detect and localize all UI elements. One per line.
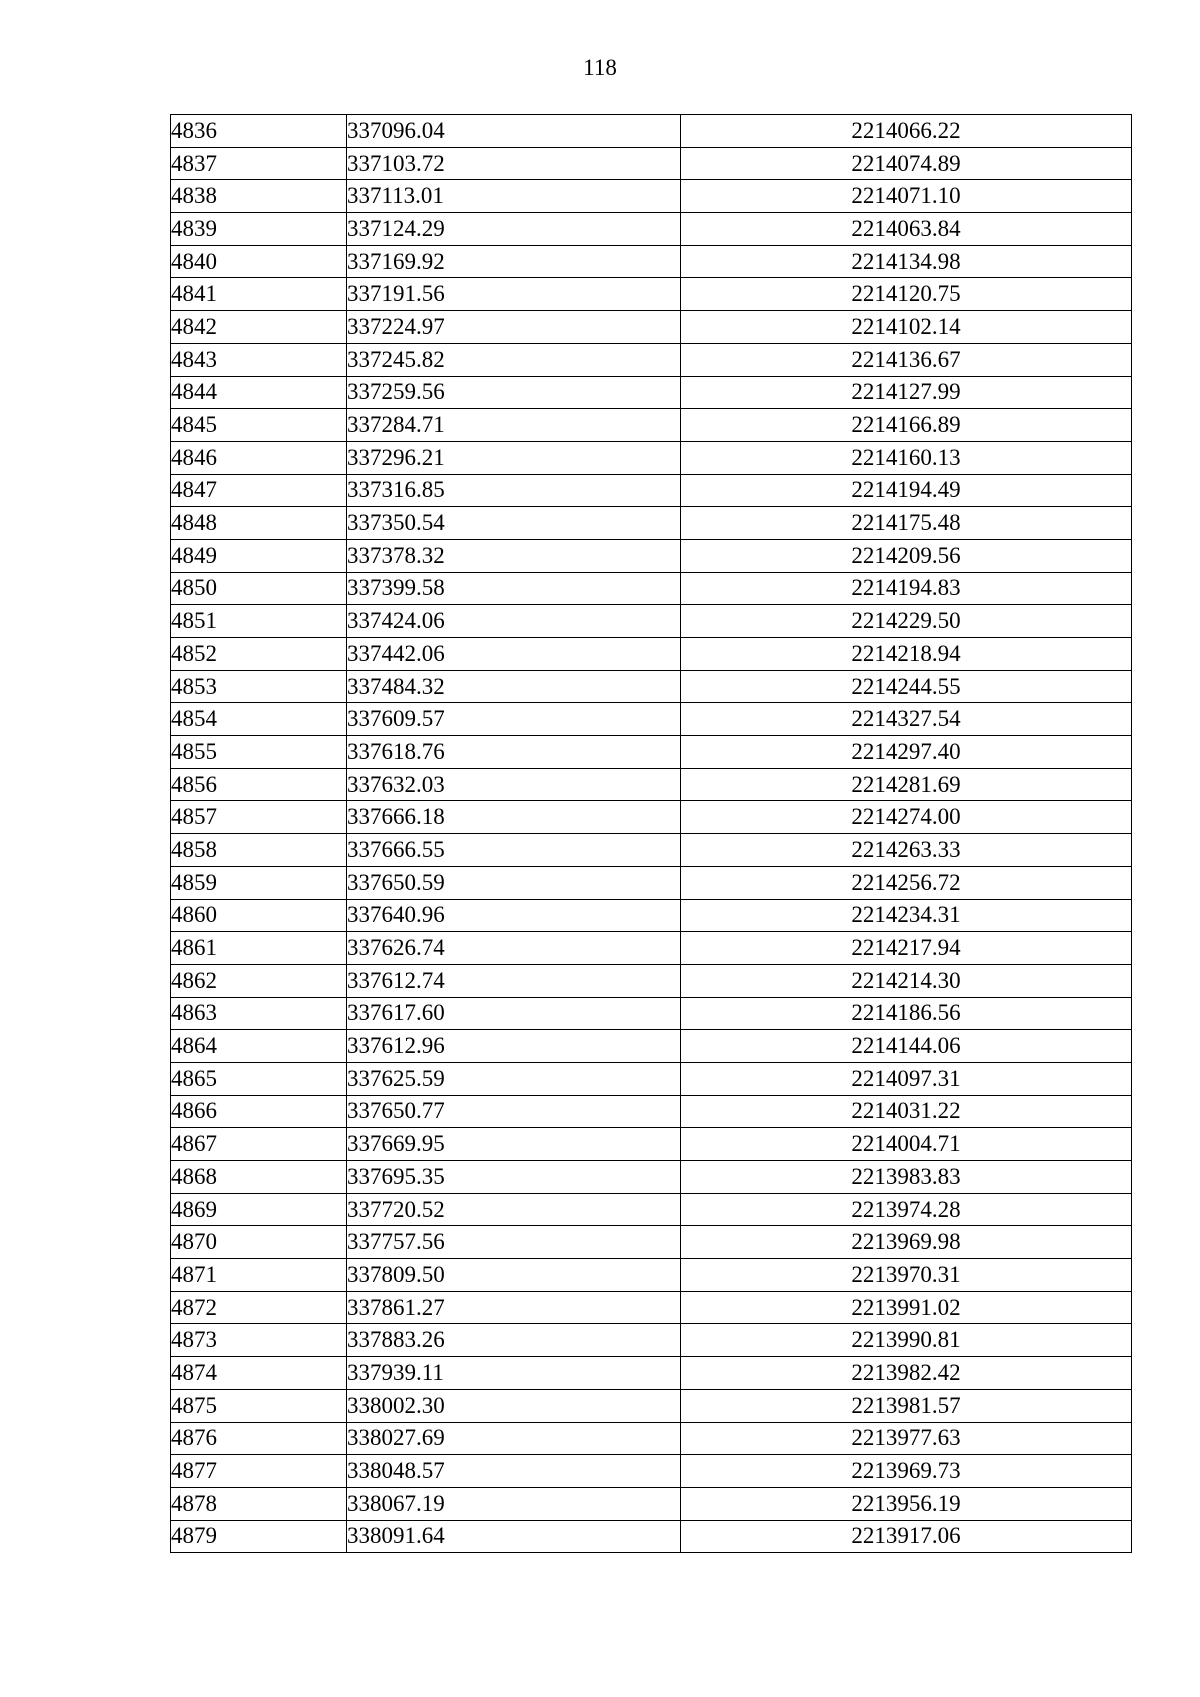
table-row xyxy=(171,409,1132,442)
table-row xyxy=(171,474,1132,507)
point-number-cell: 4859 xyxy=(171,866,347,899)
y-coordinate-cell: 2214234.31 xyxy=(681,899,1132,932)
y-coordinate-cell: 2213970.31 xyxy=(681,1259,1132,1292)
point-number-cell: 4862 xyxy=(171,964,347,997)
x-coordinate-cell: 337632.03 xyxy=(347,768,681,801)
y-coordinate-cell: 2213983.83 xyxy=(681,1161,1132,1194)
point-number-cell: 4850 xyxy=(171,572,347,605)
table-row xyxy=(171,866,1132,899)
point-number-cell: 4846 xyxy=(171,441,347,474)
y-coordinate-cell: 2214004.71 xyxy=(681,1128,1132,1161)
x-coordinate-cell: 337669.95 xyxy=(347,1128,681,1161)
y-coordinate-cell: 2214063.84 xyxy=(681,213,1132,246)
table-row xyxy=(171,1357,1132,1390)
point-number-cell: 4838 xyxy=(171,180,347,213)
x-coordinate-cell: 337809.50 xyxy=(347,1259,681,1292)
y-coordinate-cell: 2214244.55 xyxy=(681,670,1132,703)
x-coordinate-cell: 337316.85 xyxy=(347,474,681,507)
table-row xyxy=(171,1062,1132,1095)
table-row xyxy=(171,572,1132,605)
y-coordinate-cell: 2214175.48 xyxy=(681,507,1132,540)
x-coordinate-cell: 337484.32 xyxy=(347,670,681,703)
point-number-cell: 4871 xyxy=(171,1259,347,1292)
y-coordinate-cell: 2214166.89 xyxy=(681,409,1132,442)
x-coordinate-cell: 338027.69 xyxy=(347,1422,681,1455)
table-row xyxy=(171,147,1132,180)
x-coordinate-cell: 337618.76 xyxy=(347,736,681,769)
page-number: 118 xyxy=(583,55,617,80)
x-coordinate-cell: 337617.60 xyxy=(347,997,681,1030)
x-coordinate-cell: 337442.06 xyxy=(347,638,681,671)
x-coordinate-cell: 337666.55 xyxy=(347,834,681,867)
table-row xyxy=(171,539,1132,572)
point-number-cell: 4851 xyxy=(171,605,347,638)
y-coordinate-cell: 2213969.98 xyxy=(681,1226,1132,1259)
x-coordinate-cell: 337650.77 xyxy=(347,1095,681,1128)
y-coordinate-cell: 2214074.89 xyxy=(681,147,1132,180)
x-coordinate-cell: 337720.52 xyxy=(347,1193,681,1226)
table-row xyxy=(171,1095,1132,1128)
point-number-cell: 4857 xyxy=(171,801,347,834)
table-row xyxy=(171,964,1132,997)
x-coordinate-cell: 337296.21 xyxy=(347,441,681,474)
table-row xyxy=(171,1324,1132,1357)
y-coordinate-cell: 2214160.13 xyxy=(681,441,1132,474)
point-number-cell: 4868 xyxy=(171,1161,347,1194)
table-row xyxy=(171,1487,1132,1520)
x-coordinate-cell: 337939.11 xyxy=(347,1357,681,1390)
coordinates-table-body xyxy=(171,115,1132,1553)
x-coordinate-cell: 337103.72 xyxy=(347,147,681,180)
point-number-cell: 4870 xyxy=(171,1226,347,1259)
table-row xyxy=(171,180,1132,213)
y-coordinate-cell: 2214102.14 xyxy=(681,311,1132,344)
table-row xyxy=(171,245,1132,278)
point-number-cell: 4874 xyxy=(171,1357,347,1390)
y-coordinate-cell: 2214127.99 xyxy=(681,376,1132,409)
point-number-cell: 4839 xyxy=(171,213,347,246)
x-coordinate-cell: 337883.26 xyxy=(347,1324,681,1357)
table-row xyxy=(171,1520,1132,1553)
table-row xyxy=(171,343,1132,376)
point-number-cell: 4836 xyxy=(171,115,347,148)
table-row xyxy=(171,768,1132,801)
point-number-cell: 4872 xyxy=(171,1291,347,1324)
x-coordinate-cell: 337284.71 xyxy=(347,409,681,442)
table-row xyxy=(171,1259,1132,1292)
point-number-cell: 4863 xyxy=(171,997,347,1030)
y-coordinate-cell: 2214229.50 xyxy=(681,605,1132,638)
point-number-cell: 4867 xyxy=(171,1128,347,1161)
point-number-cell: 4844 xyxy=(171,376,347,409)
y-coordinate-cell: 2214214.30 xyxy=(681,964,1132,997)
x-coordinate-cell: 337650.59 xyxy=(347,866,681,899)
x-coordinate-cell: 337113.01 xyxy=(347,180,681,213)
point-number-cell: 4864 xyxy=(171,1030,347,1063)
table-row xyxy=(171,1128,1132,1161)
x-coordinate-cell: 337245.82 xyxy=(347,343,681,376)
point-number-cell: 4865 xyxy=(171,1062,347,1095)
table-row xyxy=(171,1193,1132,1226)
y-coordinate-cell: 2214097.31 xyxy=(681,1062,1132,1095)
y-coordinate-cell: 2214327.54 xyxy=(681,703,1132,736)
table-row xyxy=(171,1226,1132,1259)
y-coordinate-cell: 2213956.19 xyxy=(681,1487,1132,1520)
x-coordinate-cell: 338091.64 xyxy=(347,1520,681,1553)
x-coordinate-cell: 337861.27 xyxy=(347,1291,681,1324)
y-coordinate-cell: 2213917.06 xyxy=(681,1520,1132,1553)
point-number-cell: 4873 xyxy=(171,1324,347,1357)
point-number-cell: 4854 xyxy=(171,703,347,736)
table-row xyxy=(171,213,1132,246)
x-coordinate-cell: 337609.57 xyxy=(347,703,681,736)
y-coordinate-cell: 2214144.06 xyxy=(681,1030,1132,1063)
table-row xyxy=(171,507,1132,540)
y-coordinate-cell: 2214274.00 xyxy=(681,801,1132,834)
table-row xyxy=(171,670,1132,703)
y-coordinate-cell: 2214120.75 xyxy=(681,278,1132,311)
point-number-cell: 4847 xyxy=(171,474,347,507)
point-number-cell: 4849 xyxy=(171,539,347,572)
table-row xyxy=(171,899,1132,932)
x-coordinate-cell: 337399.58 xyxy=(347,572,681,605)
x-coordinate-cell: 337191.56 xyxy=(347,278,681,311)
point-number-cell: 4837 xyxy=(171,147,347,180)
table-row xyxy=(171,1422,1132,1455)
x-coordinate-cell: 337612.96 xyxy=(347,1030,681,1063)
point-number-cell: 4842 xyxy=(171,311,347,344)
y-coordinate-cell: 2213981.57 xyxy=(681,1389,1132,1422)
x-coordinate-cell: 337625.59 xyxy=(347,1062,681,1095)
x-coordinate-cell: 337350.54 xyxy=(347,507,681,540)
x-coordinate-cell: 338067.19 xyxy=(347,1487,681,1520)
point-number-cell: 4861 xyxy=(171,932,347,965)
point-number-cell: 4841 xyxy=(171,278,347,311)
point-number-cell: 4856 xyxy=(171,768,347,801)
y-coordinate-cell: 2213977.63 xyxy=(681,1422,1132,1455)
table-row xyxy=(171,1030,1132,1063)
table-row xyxy=(171,1455,1132,1488)
point-number-cell: 4877 xyxy=(171,1455,347,1488)
point-number-cell: 4840 xyxy=(171,245,347,278)
point-number-cell: 4876 xyxy=(171,1422,347,1455)
table-row xyxy=(171,736,1132,769)
x-coordinate-cell: 337096.04 xyxy=(347,115,681,148)
y-coordinate-cell: 2213982.42 xyxy=(681,1357,1132,1390)
table-row xyxy=(171,1291,1132,1324)
x-coordinate-cell: 337224.97 xyxy=(347,311,681,344)
point-number-cell: 4845 xyxy=(171,409,347,442)
table-row xyxy=(171,605,1132,638)
x-coordinate-cell: 337259.56 xyxy=(347,376,681,409)
x-coordinate-cell: 337612.74 xyxy=(347,964,681,997)
y-coordinate-cell: 2214217.94 xyxy=(681,932,1132,965)
y-coordinate-cell: 2214136.67 xyxy=(681,343,1132,376)
x-coordinate-cell: 338048.57 xyxy=(347,1455,681,1488)
y-coordinate-cell: 2213990.81 xyxy=(681,1324,1132,1357)
y-coordinate-cell: 2213991.02 xyxy=(681,1291,1132,1324)
table-row xyxy=(171,1389,1132,1422)
y-coordinate-cell: 2214134.98 xyxy=(681,245,1132,278)
y-coordinate-cell: 2214256.72 xyxy=(681,866,1132,899)
table-row xyxy=(171,638,1132,671)
y-coordinate-cell: 2214066.22 xyxy=(681,115,1132,148)
table-row xyxy=(171,834,1132,867)
y-coordinate-cell: 2214281.69 xyxy=(681,768,1132,801)
x-coordinate-cell: 338002.30 xyxy=(347,1389,681,1422)
y-coordinate-cell: 2214194.83 xyxy=(681,572,1132,605)
x-coordinate-cell: 337378.32 xyxy=(347,539,681,572)
table-row xyxy=(171,376,1132,409)
x-coordinate-cell: 337640.96 xyxy=(347,899,681,932)
table-row xyxy=(171,997,1132,1030)
table-row xyxy=(171,703,1132,736)
table-row xyxy=(171,311,1132,344)
y-coordinate-cell: 2213969.73 xyxy=(681,1455,1132,1488)
point-number-cell: 4852 xyxy=(171,638,347,671)
y-coordinate-cell: 2214209.56 xyxy=(681,539,1132,572)
point-number-cell: 4843 xyxy=(171,343,347,376)
point-number-cell: 4879 xyxy=(171,1520,347,1553)
point-number-cell: 4848 xyxy=(171,507,347,540)
coordinates-table xyxy=(170,114,1132,1553)
x-coordinate-cell: 337757.56 xyxy=(347,1226,681,1259)
x-coordinate-cell: 337169.92 xyxy=(347,245,681,278)
point-number-cell: 4866 xyxy=(171,1095,347,1128)
table-row xyxy=(171,115,1132,148)
table-row xyxy=(171,1161,1132,1194)
y-coordinate-cell: 2214186.56 xyxy=(681,997,1132,1030)
point-number-cell: 4878 xyxy=(171,1487,347,1520)
point-number-cell: 4853 xyxy=(171,670,347,703)
point-number-cell: 4875 xyxy=(171,1389,347,1422)
y-coordinate-cell: 2214194.49 xyxy=(681,474,1132,507)
y-coordinate-cell: 2214297.40 xyxy=(681,736,1132,769)
x-coordinate-cell: 337124.29 xyxy=(347,213,681,246)
table-row xyxy=(171,278,1132,311)
x-coordinate-cell: 337626.74 xyxy=(347,932,681,965)
y-coordinate-cell: 2214031.22 xyxy=(681,1095,1132,1128)
x-coordinate-cell: 337666.18 xyxy=(347,801,681,834)
y-coordinate-cell: 2214218.94 xyxy=(681,638,1132,671)
y-coordinate-cell: 2214071.10 xyxy=(681,180,1132,213)
x-coordinate-cell: 337695.35 xyxy=(347,1161,681,1194)
point-number-cell: 4860 xyxy=(171,899,347,932)
point-number-cell: 4855 xyxy=(171,736,347,769)
x-coordinate-cell: 337424.06 xyxy=(347,605,681,638)
y-coordinate-cell: 2214263.33 xyxy=(681,834,1132,867)
y-coordinate-cell: 2213974.28 xyxy=(681,1193,1132,1226)
point-number-cell: 4858 xyxy=(171,834,347,867)
table-row xyxy=(171,932,1132,965)
table-row xyxy=(171,441,1132,474)
point-number-cell: 4869 xyxy=(171,1193,347,1226)
table-row xyxy=(171,801,1132,834)
